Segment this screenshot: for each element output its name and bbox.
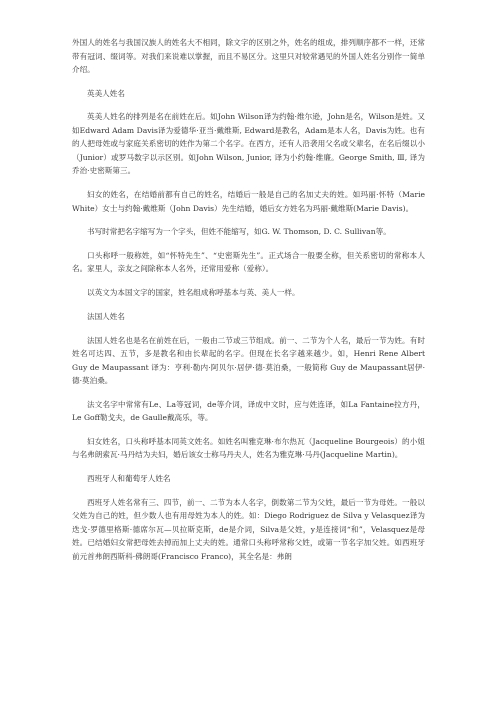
document-page xyxy=(72,36,425,573)
body-paragraph: 外国人的姓名与我国汉族人的姓名大不相同，除文字的区别之外，姓名的组成，排列顺序都不一样，还常带有冠词、缀词等。对我们来说难以掌握，而且不易区分。这里只对较常遇见的外国人姓名分别作一简单介绍。 xyxy=(72,38,425,74)
body-paragraph: 妇女的姓名，在结婚前都有自己的姓名，结婚后一般是自己的名加丈夫的姓。如玛丽·怀特（Marie White）女士与约翰·戴维斯（John Davis）先生结婚，婚后女方姓名为玛丽·戴维斯(Marie Davis)。 xyxy=(72,190,425,213)
body-paragraph: 以英文为本国文字的国家，姓名组成称呼基本与英、美人一样。 xyxy=(87,288,300,298)
body-paragraph: 口头称呼一般称姓，如“怀特先生”、“史密斯先生”。正式场合一般要全称，但关系密切的常称本人名。家里人，亲友之间除称本人名外，还常用爱称（爱称）。 xyxy=(72,250,425,274)
body-paragraph: 法文名字中常常有Le、La等冠词，de等介词，译成中文时，应与姓连译，如La Fantaine拉方丹，Le Goff勒戈夫，de Gaulle戴高乐，等。 xyxy=(72,399,425,423)
section-heading: 法国人姓名 xyxy=(87,311,125,321)
section-heading: 西班牙人和葡萄牙人姓名 xyxy=(87,474,171,484)
body-paragraph: 书写时常把名字缩写为一个字头，但姓不能缩写，如G. W. Thomson, D. C. Sullivan等。 xyxy=(87,227,391,237)
body-paragraph: 法国人姓名也是名在前姓在后，一般由二节或三节组成。前一、二节为个人名，最后一节为姓。有时姓名可达四、五节，多是教名和由长辈起的名字。但现在长名字越来越少。如，Henri Rene Albert Guy de Maupassant 译为：亨利·勒内·阿贝尔·居伊·德·莫泊桑，一般简称 Guy de Maupassant居伊·德·莫泊桑。 xyxy=(72,335,425,385)
body-paragraph: 妇女姓名，口头称呼基本同英文姓名。如姓名叫雅克琳·布尔热瓦（Jacqueline Bourgeois）的小姐与名弗朗索瓦·马丹结为夫妇，婚后该女士称马丹夫人，姓名为雅克琳·马丹(Jacqueline Martin)。 xyxy=(72,436,425,460)
section-heading: 英美人姓名 xyxy=(87,88,125,98)
body-paragraph: 英美人姓名的排列是名在前姓在后。如John Wilson译为约翰·维尔逊，John是名，Wilson是姓。又如Edward Adam Davis译为爱德华·亚当·戴维斯, Edward是教名，Adam是本人名，Davis为姓。也有的人把母姓或与家庭关系密切的姓作为第二个名字。在西方，还有人沿袭用父名或父辈名，在名后缀以小（Junior）或罗马数字以示区别。如John Wilson, Junior, 译为小约翰·维廉。George Smith, Ⅲ, 译为乔治·史密斯第三。 xyxy=(72,112,425,176)
body-paragraph: 西班牙人姓名常有三、四节，前一、二节为本人名字，倒数第二节为父姓，最后一节为母姓。一般以父姓为自己的姓，但少数人也有用母姓为本人的姓。如：Diego Rodriguez de Silva y Velasquez译为迭戈·罗德里格斯·德席尔瓦—贝拉斯克斯，de是介词，Silva是父姓，y是连接词“和”，Velasquez是母姓。已结婚妇女常把母姓去掉而加上丈夫的姓。通常口头称呼常称父姓，或第一节名字加父姓。如西班牙前元首弗朗西斯科·佛朗哥(Francisco Franco)，其全名是：弗朗 xyxy=(72,497,425,561)
